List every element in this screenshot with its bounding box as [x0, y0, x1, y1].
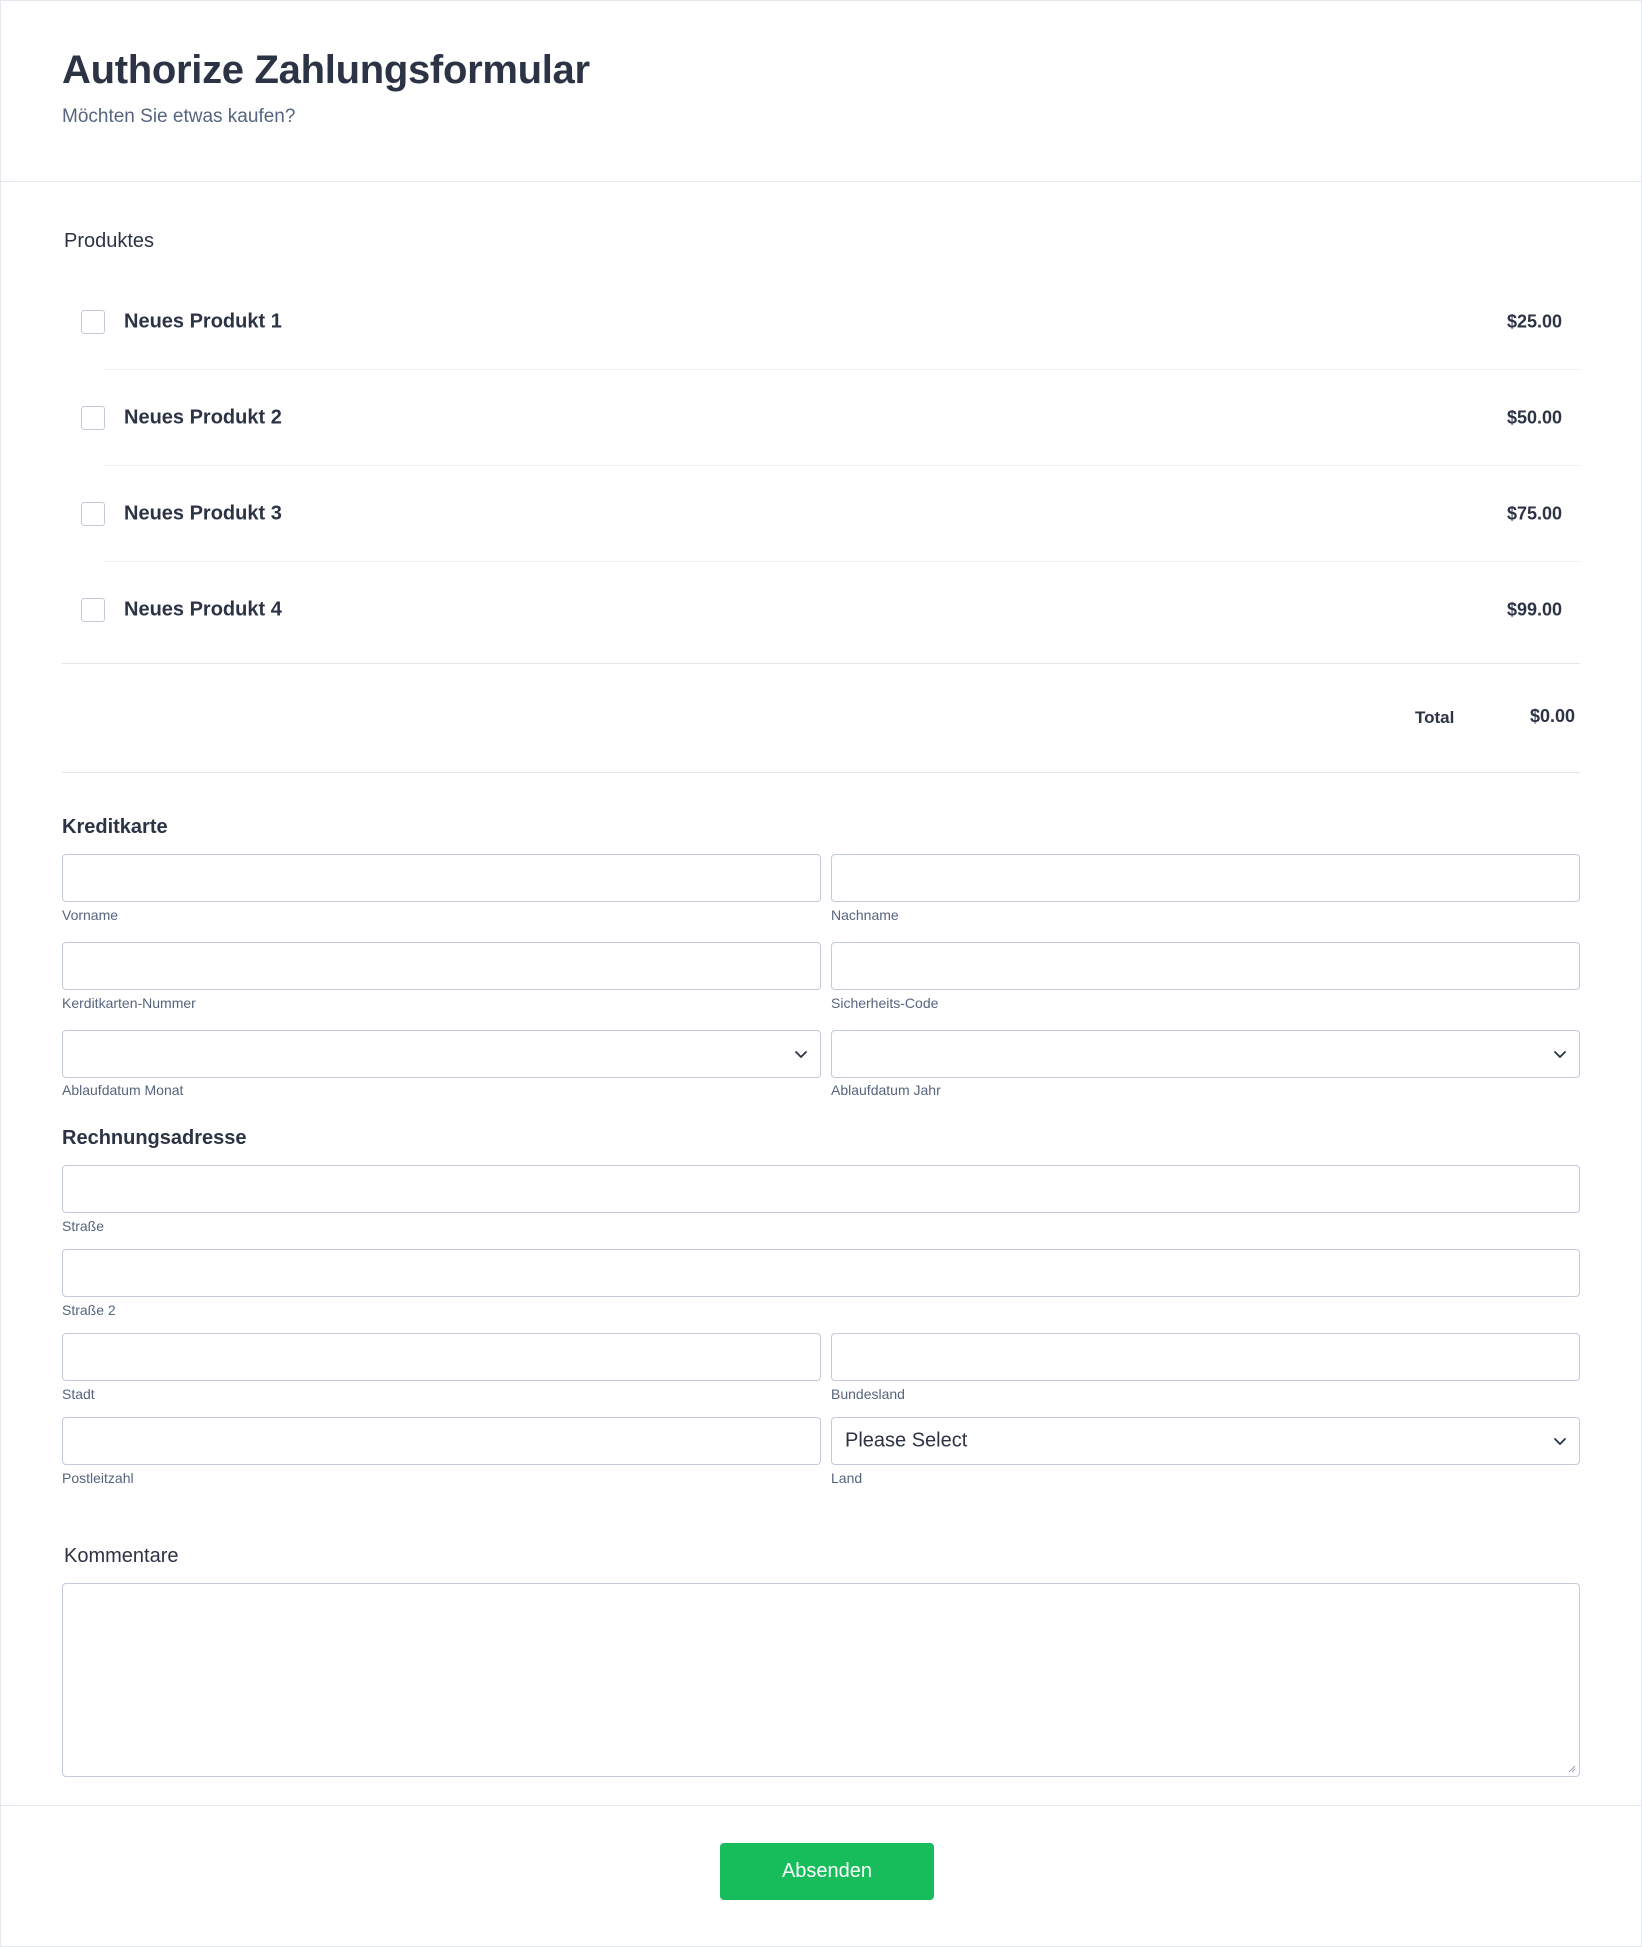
footer-divider: [0, 1805, 1642, 1806]
zip-input[interactable]: [62, 1417, 821, 1465]
products-label: Produktes: [64, 230, 155, 252]
product-price: $99.00: [1506, 599, 1562, 620]
product-price: $75.00: [1506, 503, 1562, 524]
chevron-down-icon: [794, 1047, 808, 1061]
exp-year-select[interactable]: [831, 1030, 1580, 1078]
chevron-down-icon: [1553, 1047, 1567, 1061]
product-name: Neues Produkt 1: [124, 310, 282, 333]
total-value: $0.00: [1530, 706, 1576, 726]
total-label: Total: [1415, 708, 1455, 727]
city-input[interactable]: [62, 1333, 821, 1381]
street2-label: Straße 2: [62, 1302, 116, 1318]
page-title: Authorize Zahlungsformular: [62, 48, 590, 92]
product-checkbox[interactable]: [81, 310, 105, 334]
chevron-down-icon: [1553, 1434, 1567, 1448]
product-name: Neues Produkt 4: [124, 598, 282, 621]
street-input[interactable]: [62, 1165, 1580, 1213]
country-select[interactable]: [831, 1417, 1580, 1465]
country-select-value: Please Select: [845, 1429, 968, 1452]
comments-textarea[interactable]: [62, 1583, 1580, 1777]
billing-address-title: Rechnungsadresse: [62, 1127, 247, 1149]
last-name-input[interactable]: [831, 854, 1580, 902]
first-name-input[interactable]: [62, 854, 821, 902]
product-row[interactable]: [62, 274, 1580, 370]
product-row[interactable]: [62, 562, 1580, 658]
exp-month-label: Ablaufdatum Monat: [62, 1082, 184, 1098]
product-price: $25.00: [1506, 311, 1562, 332]
product-name: Neues Produkt 2: [124, 406, 282, 429]
product-price: $50.00: [1506, 407, 1562, 428]
product-checkbox[interactable]: [81, 598, 105, 622]
product-name: Neues Produkt 3: [124, 502, 282, 525]
first-name-label: Vorname: [62, 907, 119, 923]
country-label: Land: [831, 1470, 863, 1486]
credit-card-title: Kreditkarte: [62, 816, 168, 838]
security-code-label: Sicherheits-Code: [831, 995, 939, 1011]
products-divider: [62, 663, 1580, 664]
total-divider: [62, 772, 1580, 773]
submit-button[interactable]: Absenden: [720, 1843, 934, 1900]
product-checkbox[interactable]: [81, 406, 105, 430]
page-subtitle: Möchten Sie etwas kaufen?: [62, 106, 296, 127]
card-number-label: Kerditkarten-Nummer: [62, 995, 196, 1011]
product-checkbox[interactable]: [81, 502, 105, 526]
exp-year-label: Ablaufdatum Jahr: [831, 1082, 941, 1098]
form-header: [0, 0, 1642, 182]
street2-input[interactable]: [62, 1249, 1580, 1297]
city-label: Stadt: [62, 1386, 95, 1402]
product-row[interactable]: [62, 370, 1580, 466]
state-input[interactable]: [831, 1333, 1580, 1381]
exp-month-select[interactable]: [62, 1030, 821, 1078]
card-number-input[interactable]: [62, 942, 821, 990]
security-code-input[interactable]: [831, 942, 1580, 990]
last-name-label: Nachname: [831, 907, 899, 923]
comments-label: Kommentare: [64, 1545, 179, 1567]
product-row[interactable]: [62, 466, 1580, 562]
street-label: Straße: [62, 1218, 105, 1234]
zip-label: Postleitzahl: [62, 1470, 134, 1486]
resize-grip-icon[interactable]: [1566, 1763, 1576, 1773]
state-label: Bundesland: [831, 1386, 905, 1402]
